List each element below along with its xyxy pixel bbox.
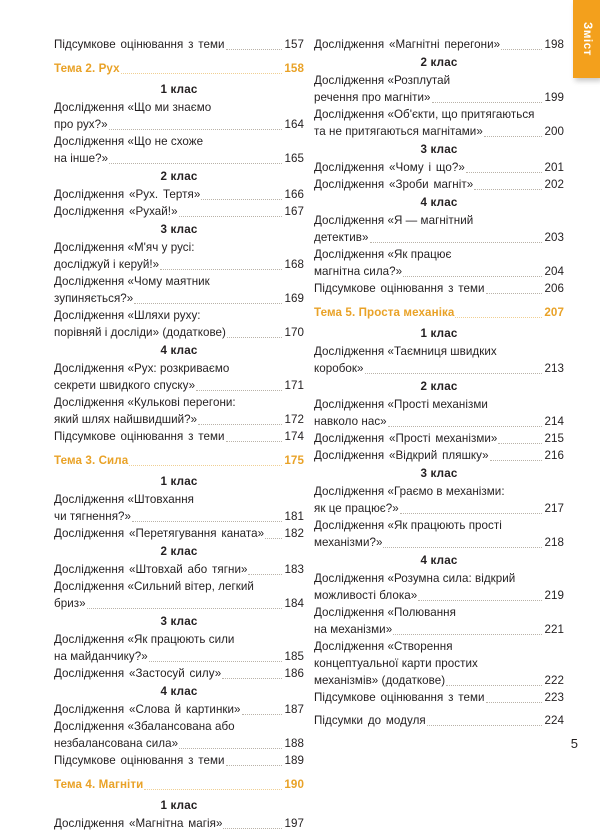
toc-entry-last-line [314, 89, 564, 106]
toc-entry-title-line2: концептуальної карти простих [314, 657, 478, 670]
dot-leader [87, 607, 282, 609]
toc-entry[interactable] [54, 491, 304, 525]
toc-entry-page-number: 224 [544, 714, 564, 727]
toc-entry-title: Підсумкове оцінювання з теми [54, 754, 225, 767]
grade-heading: 4 клас [160, 344, 198, 357]
toc-entry-title: Дослідження «Застосуй силу» [54, 667, 222, 680]
dot-leader [501, 48, 541, 50]
dot-leader [388, 425, 542, 427]
toc-entry-page-number: 181 [284, 510, 304, 523]
toc-entry[interactable] [54, 752, 304, 769]
dot-leader [179, 215, 282, 217]
toc-entry-last-line [314, 229, 564, 246]
dot-leader [474, 188, 541, 190]
toc-entry-page-number: 214 [544, 415, 564, 428]
toc-entry-page-number: 184 [284, 597, 304, 610]
grade-heading: 2 клас [420, 380, 458, 393]
toc-entry-page-number: 166 [284, 188, 304, 201]
grade-heading: 1 клас [420, 327, 458, 340]
dot-leader [223, 827, 281, 829]
toc-entry-title-continuation: бриз» [54, 597, 86, 610]
toc-entry-page-number: 187 [284, 703, 304, 716]
toc-entry[interactable] [314, 712, 564, 729]
toc-entry-title: Підсумкове оцінювання з теми [54, 430, 225, 443]
dot-leader [265, 537, 281, 539]
toc-entry-page-number: 183 [284, 563, 304, 576]
dot-leader [486, 292, 542, 294]
toc-theme-page-number: 207 [544, 306, 564, 319]
toc-entry[interactable] [314, 72, 564, 106]
toc-entry-title: Дослідження «Перетягування каната» [54, 527, 265, 540]
toc-entry-title: Дослідження «Кулькові перегони: [54, 396, 236, 409]
toc-columns [0, 36, 600, 832]
section-tab-contents[interactable] [573, 0, 600, 78]
dot-leader [109, 128, 282, 130]
toc-entry-title-continuation: на механізми» [314, 623, 393, 636]
toc-entry-title-continuation: коробок» [314, 362, 364, 375]
dot-leader [226, 48, 282, 50]
toc-entry-last-line [314, 500, 564, 517]
grade-heading: 1 клас [160, 475, 198, 488]
dot-leader [226, 440, 282, 442]
toc-entry-page-number: 219 [544, 589, 564, 602]
toc-entry-page-number: 188 [284, 737, 304, 750]
toc-theme-page-number: 190 [284, 778, 304, 791]
dot-leader [427, 724, 542, 726]
toc-entry[interactable] [314, 212, 564, 246]
toc-entry-title-continuation: секрети швидкого спуску» [54, 379, 196, 392]
toc-entry-last-line [314, 672, 564, 689]
toc-entry[interactable] [314, 159, 564, 176]
toc-theme-entry[interactable] [54, 452, 304, 469]
grade-heading: 3 клас [160, 223, 198, 236]
toc-entry-title: Дослідження «Магнітні перегони» [314, 38, 501, 51]
toc-entry[interactable] [54, 631, 304, 665]
toc-entry[interactable] [314, 280, 564, 297]
toc-entry-title: Дослідження «Що не схоже [54, 135, 204, 148]
grade-heading: 4 клас [420, 196, 458, 209]
toc-entry-title-continuation: на майданчику?» [54, 650, 148, 663]
toc-entry-last-line [314, 263, 564, 280]
grade-heading: 3 клас [420, 467, 458, 480]
dot-leader [403, 275, 541, 277]
dot-leader [383, 546, 541, 548]
toc-entry[interactable] [54, 428, 304, 445]
dot-leader [393, 633, 541, 635]
toc-theme-entry[interactable] [314, 304, 564, 321]
toc-entry[interactable] [314, 396, 564, 430]
toc-entry[interactable] [54, 701, 304, 718]
toc-entry-page-number: 206 [544, 282, 564, 295]
toc-entry[interactable] [314, 689, 564, 706]
toc-entry-page-number: 222 [544, 674, 564, 687]
toc-entry[interactable] [314, 570, 564, 604]
toc-entry-title: Дослідження «Полювання [314, 606, 456, 619]
dot-leader [498, 442, 541, 444]
toc-entry[interactable] [314, 106, 564, 140]
dot-leader [129, 464, 282, 466]
toc-entry-title: Дослідження «Розплутай [314, 74, 451, 87]
toc-entry-page-number: 197 [284, 817, 304, 830]
toc-entry-title-continuation: та не притягаються магнітами» [314, 125, 483, 138]
toc-entry[interactable] [314, 604, 564, 638]
toc-theme-page-number: 175 [284, 454, 304, 467]
dot-leader [227, 336, 282, 338]
toc-entry-page-number: 216 [544, 449, 564, 462]
toc-theme-page-number: 158 [284, 62, 304, 75]
grade-heading: 4 клас [420, 554, 458, 567]
dot-leader [109, 162, 281, 164]
toc-entry-page-number: 223 [544, 691, 564, 704]
toc-entry-page-number: 165 [284, 152, 304, 165]
grade-heading: 2 клас [420, 56, 458, 69]
toc-entry-page-number: 185 [284, 650, 304, 663]
toc-entry-title: Підсумкове оцінювання з теми [314, 691, 485, 704]
toc-entry-page-number: 200 [544, 125, 564, 138]
toc-entry[interactable] [314, 430, 564, 447]
toc-entry[interactable] [314, 638, 564, 689]
toc-entry[interactable] [314, 246, 564, 280]
grade-heading: 2 клас [160, 545, 198, 558]
toc-entry[interactable] [54, 561, 304, 578]
dot-leader [226, 764, 282, 766]
toc-entry-title: Дослідження «Прості механізми [314, 398, 488, 411]
toc-entry[interactable] [314, 447, 564, 464]
toc-entry-title: Дослідження «Об'єкти, що притягаються [314, 108, 535, 121]
toc-entry-title-continuation: механізми?» [314, 536, 383, 549]
toc-entry-last-line [54, 256, 304, 273]
toc-entry-title: Дослідження «Що ми знаємо [54, 101, 212, 114]
dot-leader [370, 241, 542, 243]
toc-entry-title: Дослідження «Слова й картинки» [54, 703, 241, 716]
toc-entry-title: Дослідження «Створення [314, 640, 453, 653]
toc-entry[interactable] [54, 394, 304, 428]
toc-entry-title: Дослідження «Збалансована або [54, 720, 235, 733]
toc-entry[interactable] [54, 273, 304, 307]
toc-entry-title: Підсумки до модуля [314, 714, 426, 727]
toc-entry-page-number: 201 [544, 161, 564, 174]
toc-entry[interactable] [314, 517, 564, 551]
toc-entry-title-continuation: можливості блока» [314, 589, 418, 602]
toc-entry[interactable] [54, 239, 304, 273]
toc-entry-title: Дослідження «Штовхай або тягни» [54, 563, 248, 576]
grade-heading: 2 клас [160, 170, 198, 183]
toc-entry[interactable] [54, 815, 304, 832]
toc-column-left [54, 36, 304, 832]
toc-entry-title: Дослідження «Як працює [314, 248, 452, 261]
dot-leader [242, 713, 282, 715]
toc-entry-page-number: 167 [284, 205, 304, 218]
toc-entry-title: Дослідження «Рухай!» [54, 205, 178, 218]
toc-entry-last-line [54, 595, 304, 612]
toc-entry-title: Дослідження «Граємо в механізми: [314, 485, 505, 498]
toc-entry-last-line [314, 413, 564, 430]
toc-entry-title-continuation: навколо нас» [314, 415, 387, 428]
toc-entry[interactable] [54, 360, 304, 394]
toc-entry-last-line [54, 648, 304, 665]
toc-entry[interactable] [54, 99, 304, 133]
dot-leader [365, 372, 542, 374]
dot-leader [134, 302, 281, 304]
grade-heading: 3 клас [420, 143, 458, 156]
toc-entry-last-line [54, 735, 304, 752]
toc-entry-title-continuation: досліджуй і керуй!» [54, 258, 160, 271]
dot-leader [446, 684, 541, 686]
toc-entry-title: Дослідження «М'яч у русі: [54, 241, 195, 254]
toc-entry-page-number: 203 [544, 231, 564, 244]
toc-entry-title: Дослідження «Сильний вітер, легкий [54, 580, 254, 593]
dot-leader [455, 316, 542, 318]
toc-entry-title: Дослідження «Магнітна магія» [54, 817, 223, 830]
toc-entry-page-number: 213 [544, 362, 564, 375]
toc-entry-page-number: 221 [544, 623, 564, 636]
toc-entry[interactable] [54, 525, 304, 542]
dot-leader [222, 677, 281, 679]
toc-entry-page-number: 174 [284, 430, 304, 443]
toc-entry-page-number: 202 [544, 178, 564, 191]
toc-entry-page-number: 186 [284, 667, 304, 680]
toc-entry[interactable] [54, 578, 304, 612]
toc-entry[interactable] [314, 343, 564, 377]
toc-entry-page-number: 215 [544, 432, 564, 445]
toc-entry-last-line [54, 411, 304, 428]
toc-entry-last-line [54, 116, 304, 133]
dot-leader [149, 660, 282, 662]
toc-entry-title-continuation: який шлях найшвидший?» [54, 413, 198, 426]
toc-entry-title-continuation: на інше?» [54, 152, 109, 165]
toc-entry-page-number: 189 [284, 754, 304, 767]
toc-entry-title: Дослідження «Чому і що?» [314, 161, 465, 174]
toc-entry-title-continuation: як це працює?» [314, 502, 399, 515]
toc-entry-title-continuation: порівняй і досліди» (додаткове) [54, 326, 226, 339]
toc-entry-page-number: 164 [284, 118, 304, 131]
toc-entry-title-continuation: зупиняється?» [54, 292, 134, 305]
toc-entry[interactable] [54, 186, 304, 203]
toc-entry-title: Підсумкове оцінювання з теми [314, 282, 485, 295]
dot-leader [160, 268, 281, 270]
page-number: 5 [570, 736, 578, 751]
toc-entry-last-line [54, 324, 304, 341]
toc-entry-page-number: 171 [284, 379, 304, 392]
toc-entry[interactable] [314, 36, 564, 53]
toc-entry-title: Дослідження «Я — магнітний [314, 214, 474, 227]
toc-entry[interactable] [54, 307, 304, 341]
toc-column-right [314, 36, 564, 832]
dot-leader [466, 171, 542, 173]
toc-entry[interactable] [54, 718, 304, 752]
toc-entry-page-number: 218 [544, 536, 564, 549]
toc-entry-title-continuation: чи тягнення?» [54, 510, 132, 523]
dot-leader [486, 701, 542, 703]
toc-entry-last-line [54, 377, 304, 394]
toc-entry-page-number: 217 [544, 502, 564, 515]
toc-theme-title: Тема 2. Рух [54, 62, 120, 75]
toc-entry-title: Дослідження «Рух: розкриваємо [54, 362, 230, 375]
toc-entry-title: Дослідження «Таємниця швидких [314, 345, 497, 358]
dot-leader [198, 423, 281, 425]
toc-entry-title-continuation: про рух?» [54, 118, 108, 131]
toc-entry-page-number: 157 [284, 38, 304, 51]
toc-entry-last-line [314, 621, 564, 638]
toc-entry-title-continuation: речення про магніти» [314, 91, 431, 104]
toc-entry-last-line [54, 150, 304, 167]
dot-leader [400, 512, 542, 514]
toc-theme-title: Тема 5. Проста механіка [314, 306, 455, 319]
grade-heading: 1 клас [160, 799, 198, 812]
toc-entry-last-line [54, 508, 304, 525]
toc-entry-title: Дослідження «Зроби магніт» [314, 178, 474, 191]
toc-entry-title: Дослідження «Як працюють сили [54, 633, 235, 646]
toc-entry-title: Підсумкове оцінювання з теми [54, 38, 225, 51]
toc-entry-title: Дослідження «Розумна сила: відкрий [314, 572, 516, 585]
dot-leader [248, 573, 281, 575]
toc-entry-title: Дослідження «Чому маятник [54, 275, 210, 288]
dot-leader [179, 747, 281, 749]
toc-entry-page-number: 169 [284, 292, 304, 305]
toc-entry[interactable] [314, 483, 564, 517]
toc-entry-title: Дослідження «Відкрий пляшку» [314, 449, 489, 462]
dot-leader [196, 389, 281, 391]
dot-leader [418, 599, 541, 601]
toc-theme-entry[interactable] [54, 60, 304, 77]
toc-entry[interactable] [314, 176, 564, 193]
section-tab-label: Зміст [580, 22, 593, 56]
dot-leader [201, 198, 281, 200]
toc-entry-last-line [314, 587, 564, 604]
toc-entry-page-number: 198 [544, 38, 564, 51]
dot-leader [432, 101, 542, 103]
toc-entry[interactable] [54, 203, 304, 220]
toc-entry-page-number: 172 [284, 413, 304, 426]
toc-entry-page-number: 168 [284, 258, 304, 271]
toc-entry-title-continuation: магнітна сила?» [314, 265, 403, 278]
dot-leader [490, 459, 542, 461]
toc-entry[interactable] [54, 36, 304, 53]
toc-entry-last-line [314, 360, 564, 377]
grade-heading: 1 клас [160, 83, 198, 96]
toc-entry-last-line [314, 534, 564, 551]
toc-entry-last-line [54, 290, 304, 307]
dot-leader [121, 72, 283, 74]
toc-entry-last-line [314, 123, 564, 140]
toc-entry-page-number: 170 [284, 326, 304, 339]
toc-entry-title-continuation: незбалансована сила» [54, 737, 179, 750]
dot-leader [144, 788, 282, 790]
toc-entry-title-continuation: детектив» [314, 231, 369, 244]
grade-heading: 3 клас [160, 615, 198, 628]
toc-entry-title: Дослідження «Штовхання [54, 493, 194, 506]
toc-entry[interactable] [54, 133, 304, 167]
toc-entry-page-number: 199 [544, 91, 564, 104]
dot-leader [132, 520, 281, 522]
dot-leader [484, 135, 542, 137]
grade-heading: 4 клас [160, 685, 198, 698]
toc-entry[interactable] [54, 665, 304, 682]
toc-theme-title: Тема 3. Сила [54, 454, 129, 467]
toc-entry-title: Дослідження «Прості механізми» [314, 432, 498, 445]
toc-theme-entry[interactable] [54, 776, 304, 793]
toc-entry-page-number: 204 [544, 265, 564, 278]
toc-entry-title: Дослідження «Як працюють прості [314, 519, 502, 532]
toc-entry-title-continuation: механізмів» (додаткове) [314, 674, 446, 687]
toc-entry-title: Дослідження «Шляхи руху: [54, 309, 201, 322]
toc-theme-title: Тема 4. Магніти [54, 778, 144, 791]
toc-entry-title: Дослідження «Рух. Тертя» [54, 188, 201, 201]
toc-entry-page-number: 182 [284, 527, 304, 540]
